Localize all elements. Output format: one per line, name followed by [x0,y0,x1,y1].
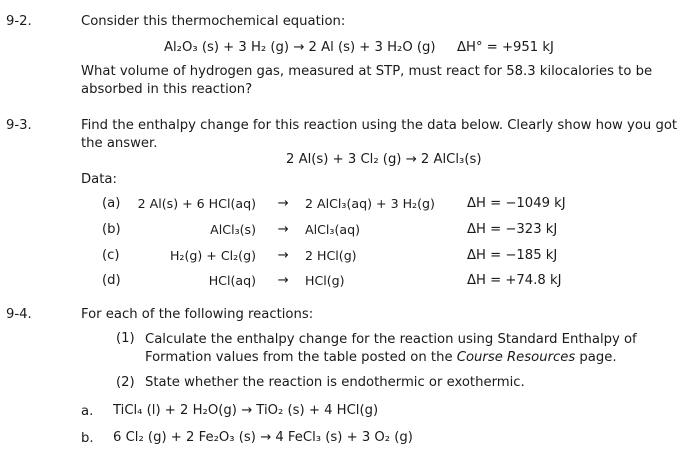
reaction-a-equation: TiCl₄ (l) + 2 H₂O(g) → TiO₂ (s) + 4 HCl(g) [113,403,379,418]
data-row-label: (c) [102,248,120,263]
problem-9-3-prompt: Find the enthalpy change for this reaction using the data below. Clearly show how you got the answer. [81,118,678,151]
reaction-arrow-icon: → [277,196,289,211]
reaction-b-equation: 6 Cl₂ (g) + 2 Fe₂O₃ (s) → 4 FeCl₃ (s) + 3 O₂ (g) [113,430,413,445]
data-row-products: AlCl₃(aq) [305,222,360,237]
reaction-arrow-icon: → [277,248,289,263]
data-row-enthalpy: ΔH = +74.8 kJ [467,273,562,288]
data-row-label: (d) [102,273,121,288]
data-row-reactants: H₂(g) + Cl₂(g) [169,248,256,263]
data-row-products: 2 AlCl₃(aq) + 3 H₂(g) [305,196,435,211]
problem-9-3-target-equation: 2 Al(s) + 3 Cl₂ (g) → 2 AlCl₃(s) [286,152,482,167]
reaction-arrow-icon: → [277,273,289,288]
problem-9-2-question: What volume of hydrogen gas, measured at STP, must react for 58.3 kilocalories to be absorbed in this reaction? [81,64,653,97]
reaction-arrow-icon: → [277,222,289,237]
data-row-label: (a) [102,196,121,211]
data-row-products: 2 HCl(g) [305,248,357,263]
step-label: (1) [116,331,135,346]
problem-9-4-number: 9-4. [6,307,32,322]
step-2-text: State whether the reaction is endothermic or exothermic. [145,375,525,390]
data-row-enthalpy: ΔH = −185 kJ [467,248,558,263]
data-row-enthalpy: ΔH = −1049 kJ [467,196,566,211]
data-row-reactants: 2 Al(s) + 6 HCl(aq) [137,196,256,211]
problem-9-3-number: 9-3. [6,118,32,133]
problem-9-2-number: 9-2. [6,14,32,29]
data-label: Data: [81,172,117,187]
step-1-text: Calculate the enthalpy change for the reaction using Standard Enthalpy of Formation values from the table posted on the Course Resources page. [145,332,637,365]
data-row-enthalpy: ΔH = −323 kJ [467,222,558,237]
data-row-label: (b) [102,222,121,237]
problem-9-2-intro: Consider this thermochemical equation: [81,14,346,29]
problem-9-4-intro: For each of the following reactions: [81,307,314,322]
reaction-label: a. [81,404,94,419]
data-row-products: HCl(g) [305,273,345,288]
problem-9-2-enthalpy: ΔH° = +951 kJ [457,40,554,55]
reaction-label: b. [81,431,94,446]
step-label: (2) [116,375,135,390]
data-row-reactants: AlCl₃(s) [210,222,256,237]
data-row-reactants: HCl(aq) [208,273,256,288]
problem-9-2-equation: Al₂O₃ (s) + 3 H₂ (g) → 2 Al (s) + 3 H₂O (g) [164,40,436,55]
